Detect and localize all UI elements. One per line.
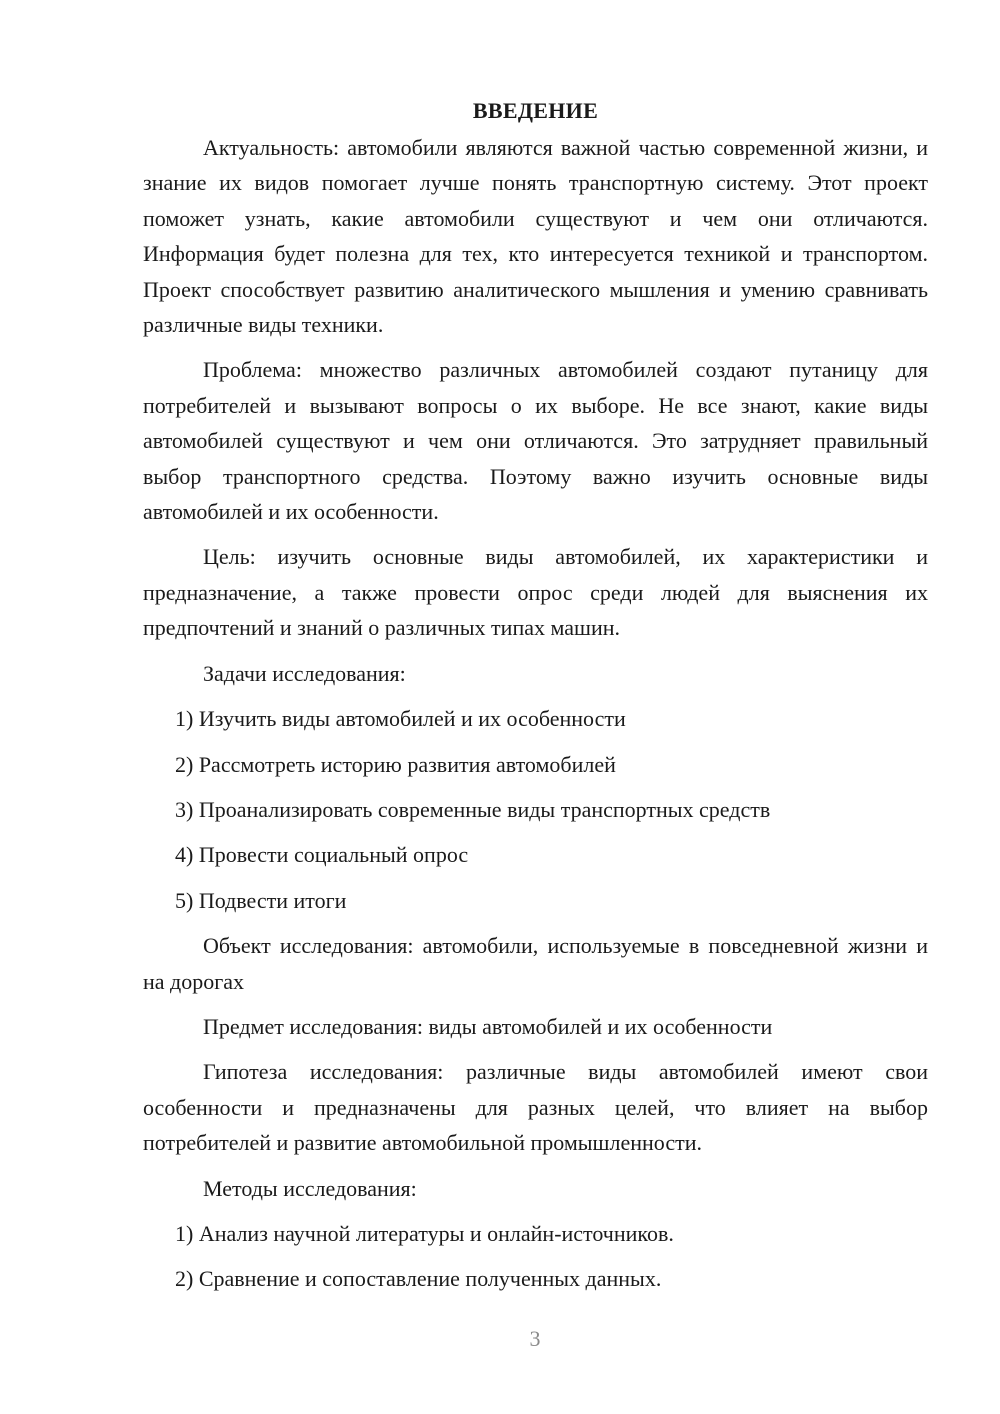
page-number: 3 bbox=[529, 1326, 541, 1351]
goal-paragraph: Цель: изучить основные виды автомобилей, их характеристики и предназначение, а также провести опрос среди людей для выяснения их предпочтений и знаний о различных типах машин. bbox=[143, 544, 928, 641]
task-item-1: 1) Изучить виды автомобилей и их особенности bbox=[175, 706, 626, 732]
task-item-4: 4) Провести социальный опрос bbox=[175, 842, 469, 868]
methods-heading: Методы исследования: bbox=[203, 1175, 417, 1201]
tasks-heading: Задачи исследования: bbox=[203, 660, 406, 686]
subject-paragraph: Предмет исследования: виды автомобилей и их особенности bbox=[203, 1013, 773, 1039]
task-item-5: 5) Подвести итоги bbox=[175, 887, 347, 913]
page-title: ВВЕДЕНИЕ bbox=[472, 98, 599, 123]
method-item-2: 2) Сравнение и сопоставление полученных данных. bbox=[175, 1266, 662, 1292]
problem-paragraph: Проблема: множество различных автомобилей создают путаницу для потребителей и вызывают вопросы о их выборе. Не все знают, какие виды автомобилей существуют и чем они отличаются. Это затрудняет правильный выбор транспортного средства. Поэтому важно изучить основные виды автомобилей и их особенности. bbox=[143, 357, 928, 525]
task-item-3: 3) Проанализировать современные виды транспортных средств bbox=[175, 796, 771, 822]
document-page bbox=[143, 96, 928, 1307]
object-paragraph: Объект исследования: автомобили, используемые в повседневной жизни и на дорогах bbox=[143, 933, 928, 994]
relevance-paragraph: Актуальность: автомобили являются важной частью современной жизни, и знание их видов помогает лучше понять транспортную систему. Этот проект поможет узнать, какие автомобили существуют и чем они отличаются. Информация будет полезна для тех, кто интересуется техникой и транспортом. Проект способствует развитию аналитического мышления и умению сравнивать различные виды техники. bbox=[143, 135, 928, 338]
task-item-2: 2) Рассмотреть историю развития автомобилей bbox=[175, 751, 616, 777]
hypothesis-paragraph: Гипотеза исследования: различные виды автомобилей имеют свои особенности и предназначены для разных целей, что влияет на выбор потребителей и развитие автомобильной промышленности. bbox=[143, 1059, 928, 1156]
method-item-1: 1) Анализ научной литературы и онлайн-источников. bbox=[175, 1220, 674, 1246]
